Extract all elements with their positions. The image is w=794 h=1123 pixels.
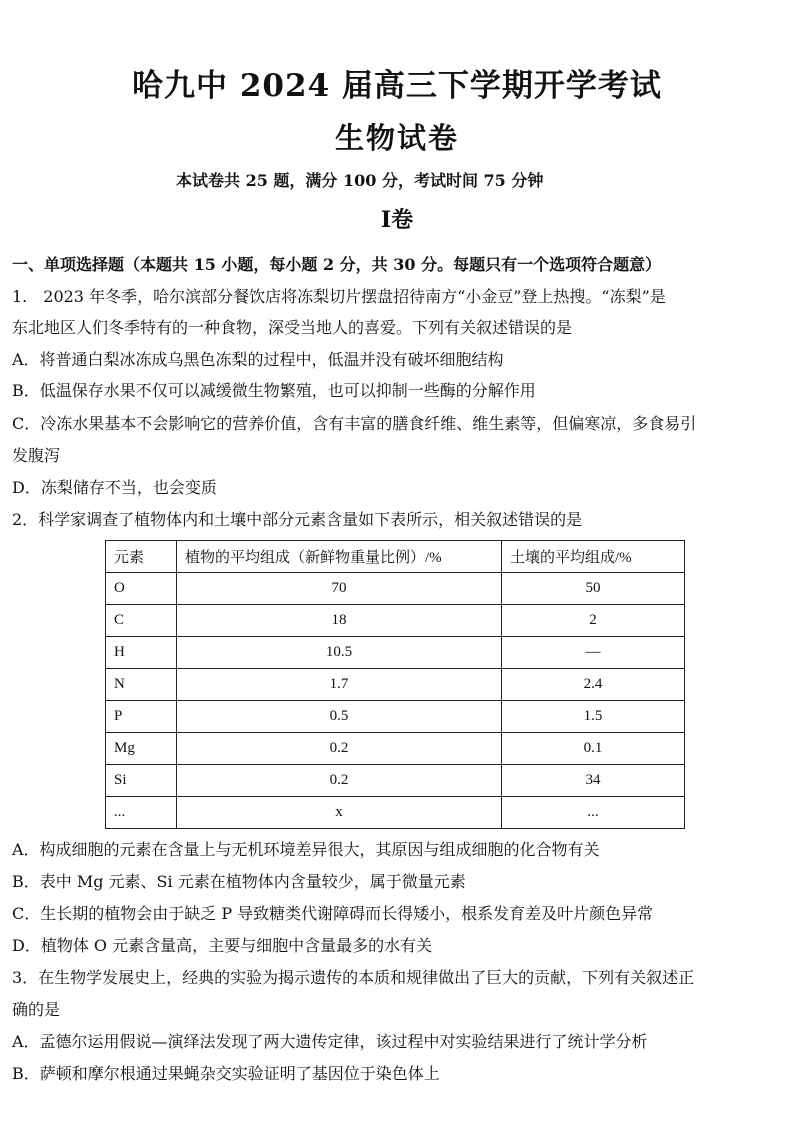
table-row [106, 605, 685, 637]
q3-option-b: B．萨顿和摩尔根通过果蝇杂交实验证明了基因位于染色体上 [12, 1064, 440, 1083]
q1-option-c-line1: C．冷冻水果基本不会影响它的营养价值，含有丰富的膳食纤维、维生素等，但偏寒凉，多食易引 [12, 414, 697, 433]
table-header: 植物的平均组成（新鲜物重量比例）/% [177, 541, 502, 573]
table-cell: Mg [106, 733, 177, 765]
table-header: 元素 [106, 541, 177, 573]
table-header: 土壤的平均组成/% [502, 541, 685, 573]
table-row [106, 637, 685, 669]
q3-stem-line1: 3．在生物学发展史上，经典的实验为揭示遗传的本质和规律做出了巨大的贡献，下列有关叙述正 [12, 968, 695, 987]
table-cell: N [106, 669, 177, 701]
table-cell: Si [106, 765, 177, 797]
table-cell: C [106, 605, 177, 637]
table-cell: 34 [502, 765, 685, 797]
q2-option-a: A．构成细胞的元素在含量上与无机环境差异很大，其原因与组成细胞的化合物有关 [12, 840, 600, 859]
table-cell: — [502, 637, 685, 669]
q3-option-a: A．孟德尔运用假说—演绎法发现了两大遗传定律，该过程中对实验结果进行了统计学分析 [12, 1032, 648, 1051]
table-row [106, 765, 685, 797]
volume-heading: Ⅰ卷 [380, 207, 414, 233]
table-row [106, 733, 685, 765]
q1-stem-line2: 东北地区人们冬季特有的一种食物，深受当地人的喜爱。下列有关叙述错误的是 [12, 318, 573, 337]
table-cell: 1.7 [177, 669, 502, 701]
table-cell: 70 [177, 573, 502, 605]
table-cell: 1.5 [502, 701, 685, 733]
table-cell: x [177, 797, 502, 829]
subject-title: 生物试卷 [334, 121, 459, 155]
exam-info: 本试卷共 25 题，满分 100 分，考试时间 75 分钟 [176, 171, 544, 190]
q2-stem: 2．科学家调查了植物体内和土壤中部分元素含量如下表所示，相关叙述错误的是 [12, 510, 583, 529]
q2-option-b: B．表中 Mg 元素、Si 元素在植物体内含量较少，属于微量元素 [12, 872, 466, 891]
table-cell: ... [502, 797, 685, 829]
section-heading: 一、单项选择题（本题共 15 小题，每小题 2 分，共 30 分。每题只有一个选项符合题意） [12, 255, 662, 274]
q2-option-c: C．生长期的植物会由于缺乏 P 导致糖类代谢障碍而长得矮小，根系发育差及叶片颜色异常 [12, 904, 654, 923]
table-row [106, 573, 685, 605]
q1-option-b: B．低温保存水果不仅可以减缓微生物繁殖，也可以抑制一些酶的分解作用 [12, 381, 536, 400]
table-cell: ... [106, 797, 177, 829]
table-cell: O [106, 573, 177, 605]
table-header-row [106, 541, 685, 573]
exam-title: 哈九中 2024 届高三下学期开学考试 [132, 68, 662, 104]
table-cell: 0.5 [177, 701, 502, 733]
table-cell: 0.2 [177, 733, 502, 765]
q3-stem-line2: 确的是 [12, 1000, 61, 1019]
q2-option-d: D．植物体 O 元素含量高，主要与细胞中含量最多的水有关 [12, 936, 433, 955]
table-row [106, 797, 685, 829]
table-cell: 18 [177, 605, 502, 637]
table-cell: 10.5 [177, 637, 502, 669]
table-cell: 50 [502, 573, 685, 605]
table-cell: 0.1 [502, 733, 685, 765]
table-row [106, 701, 685, 733]
table-row [106, 669, 685, 701]
q1-option-a: A．将普通白梨冰冻成乌黑色冻梨的过程中，低温并没有破坏细胞结构 [12, 350, 504, 369]
table-cell: 2 [502, 605, 685, 637]
table-cell: H [106, 637, 177, 669]
element-content-table [105, 540, 685, 829]
q1-option-d: D．冻梨储存不当，也会变质 [12, 478, 217, 497]
table-cell: P [106, 701, 177, 733]
q1-stem-line1: 1. 2023 年冬季，哈尔滨部分餐饮店将冻梨切片摆盘招待南方“小金豆”登上热搜。“冻梨”是 [12, 287, 666, 306]
q1-option-c-line2: 发腹泻 [12, 446, 61, 465]
table-cell: 2.4 [502, 669, 685, 701]
table-cell: 0.2 [177, 765, 502, 797]
